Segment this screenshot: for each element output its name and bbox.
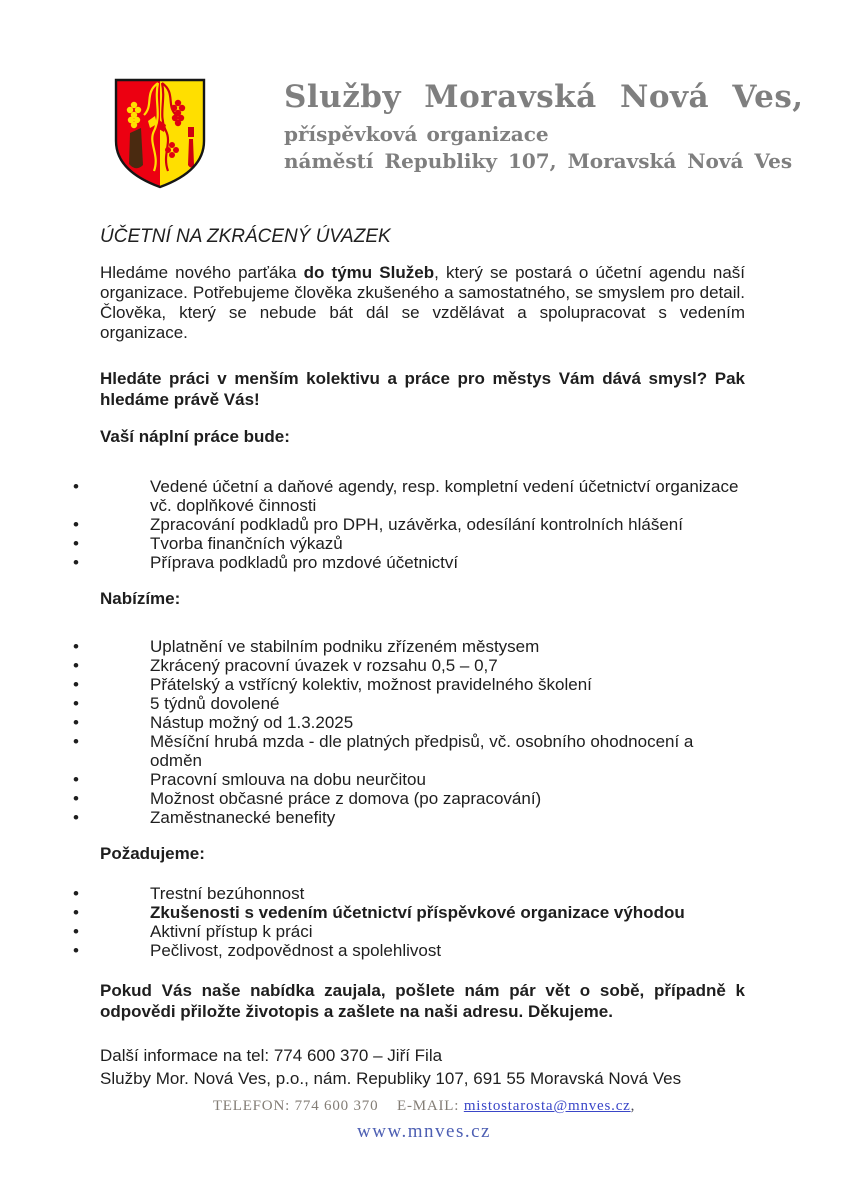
letterhead (110, 74, 804, 194)
bullet-icon: • (73, 553, 79, 572)
bullet-icon: • (73, 694, 79, 713)
job-posting (73, 226, 746, 1090)
phone-label: TELEFON: (212, 1098, 291, 1114)
list-item-text: Zkrácený pracovní úvazek v rozsahu 0,5 – 0,7 (150, 656, 498, 675)
list-item (73, 770, 745, 789)
list-item-text: Trestní bezúhonnost (150, 884, 305, 903)
contact-info (100, 1044, 745, 1090)
list-item (73, 732, 745, 770)
list-item (73, 553, 745, 572)
pitch-paragraph: Hledáte práci v menším kolektivu a práce pro městys Vám dává smysl? Pak hledáme právě Vás! (100, 369, 745, 409)
footer-contact-line (0, 1096, 848, 1116)
bullet-icon: • (73, 713, 79, 732)
list-item-text: Možnost občasné práce z domova (po zapracování) (150, 789, 542, 808)
job-title: ÚČETNÍ NA ZKRÁCENÝ ÚVAZEK (100, 226, 391, 247)
list-item-text: Příprava podkladů pro mzdové účetnictví (150, 553, 459, 572)
page-footer (0, 1096, 848, 1144)
list-item (73, 789, 745, 808)
intro-text-bold: do týmu Služeb (303, 263, 435, 282)
list-item (73, 713, 745, 732)
list-item (73, 477, 745, 515)
website-url: www.mnves.cz (357, 1121, 491, 1142)
organization-address: náměstí Republiky 107, Moravská Nová Ves (284, 149, 793, 173)
bullet-icon: • (73, 903, 79, 922)
bullet-icon: • (73, 941, 79, 960)
list-item-text: 5 týdnů dovolené (150, 694, 280, 713)
bullet-icon: • (73, 534, 79, 553)
list-item (73, 922, 745, 941)
list-item-text: Zkušenosti s vedením účetnictví příspěvkové organizace výhodou (150, 903, 685, 922)
section-heading-offer: Nabízíme: (100, 589, 181, 608)
list-item (73, 515, 745, 534)
bullet-icon: • (73, 770, 79, 789)
email-label: E-MAIL: (396, 1098, 460, 1114)
list-item (73, 534, 745, 553)
section-heading-require: Požadujeme: (100, 844, 205, 863)
list-item (73, 808, 745, 827)
offer-list (73, 637, 745, 827)
list-item (73, 656, 745, 675)
list-item (73, 637, 745, 656)
list-item (73, 941, 745, 960)
intro-text-before: Hledáme nového parťáka (100, 263, 304, 282)
bullet-icon: • (73, 515, 79, 534)
intro-text-after: , který se postará o účetní agendu naší organizace. Potřebujeme člověka zkušeného a samostatného, se smyslem pro detail. Člověka, který se nebude bát dál se vzdělávat a spolupracovat s vedením organizace. (100, 263, 746, 342)
list-item-text: Pečlivost, zodpovědnost a spolehlivost (150, 941, 442, 960)
list-item (73, 675, 745, 694)
list-item (73, 694, 745, 713)
list-item-text: Aktivní přístup k práci (150, 922, 313, 941)
list-item-text: Nástup možný od 1.3.2025 (150, 713, 354, 732)
bullet-icon: • (73, 789, 79, 808)
organization-type: příspěvková organizace (284, 122, 549, 146)
phone-number: 774 600 370 (294, 1098, 379, 1114)
list-item-text: Měsíční hrubá mzda - dle platných předpisů, vč. osobního ohodnocení a odměn (150, 732, 694, 770)
list-item-text: Tvorba finančních výkazů (150, 534, 343, 553)
section-heading-work: Vaší náplní práce bude: (100, 427, 290, 446)
work-duties-list (73, 477, 745, 572)
bullet-icon: • (73, 884, 79, 903)
organization-name: Služby Moravská Nová Ves, (284, 79, 804, 115)
list-item (73, 903, 745, 922)
letterhead-text (284, 74, 804, 175)
list-item-text: Vedené účetní a daňové agendy, resp. kompletní vedení účetnictví organizace vč. doplňkové činnosti (150, 477, 739, 515)
requirements-list (73, 884, 745, 960)
list-item-text: Zaměstnanecké benefity (150, 808, 336, 827)
bullet-icon: • (73, 732, 79, 751)
bullet-icon: • (73, 808, 79, 827)
closing-paragraph: Pokud Vás naše nabídka zaujala, pošlete nám pár vět o sobě, případně k odpovědi přiložte životopis a zašlete na naši adresu. Děkujeme. (100, 981, 745, 1021)
list-item-text: Zpracování podkladů pro DPH, uzávěrka, odesílání kontrolních hlášení (150, 515, 683, 534)
list-item-text: Pracovní smlouva na dobu neurčitou (150, 770, 426, 789)
bullet-icon: • (73, 656, 79, 675)
list-item-text: Uplatnění ve stabilním podniku zřízeném městysem (150, 637, 540, 656)
list-item (73, 884, 745, 903)
email-link[interactable]: mistostarosta@mnves.cz (463, 1098, 631, 1114)
bullet-icon: • (73, 477, 79, 496)
contact-line-address: Služby Mor. Nová Ves, p.o., nám. Republiky 107, 691 55 Moravská Nová Ves (100, 1069, 682, 1088)
bullet-icon: • (73, 922, 79, 941)
intro-paragraph (100, 263, 745, 343)
bullet-icon: • (73, 637, 79, 656)
bullet-icon: • (73, 675, 79, 694)
coat-of-arms-icon (110, 74, 210, 194)
email-suffix: , (630, 1098, 636, 1114)
list-item-text: Přátelský a vstřícný kolektiv, možnost pravidelného školení (150, 675, 592, 694)
contact-line-phone: Další informace na tel: 774 600 370 – Jiří Fila (100, 1046, 443, 1065)
